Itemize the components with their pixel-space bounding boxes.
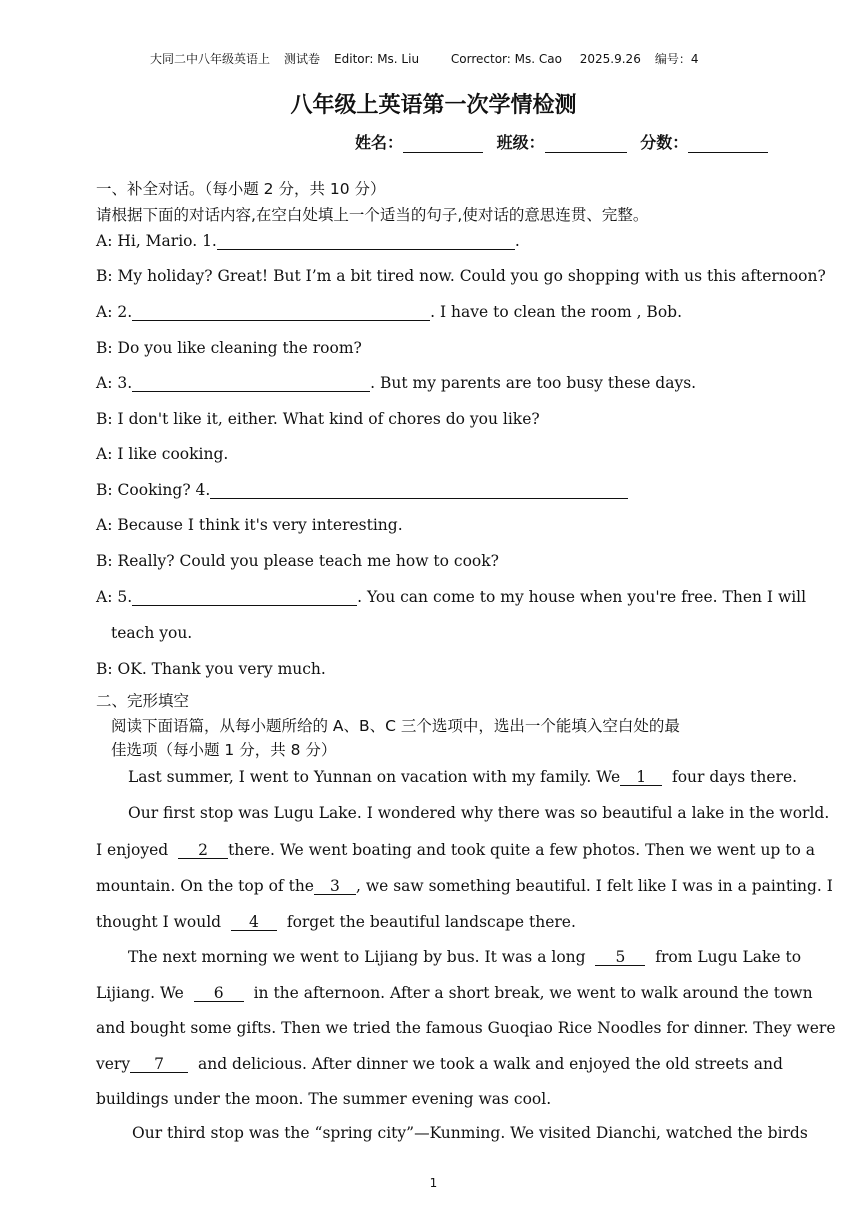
cloze-p2-line1: Our first stop was Lugu Lake. I wondered why there was so beautiful a lake in the world. xyxy=(128,804,830,822)
cloze-p3-line4: very 7 and delicious. After dinner we took a walk and enjoyed the old streets and xyxy=(96,1055,783,1073)
cloze-p2-line4: thought I would 4 forget the beautiful landscape there. xyxy=(96,913,576,931)
dialogue-line-6: B: I don't like it, either. What kind of chores do you like? xyxy=(96,410,540,428)
cloze-p1-line1: Last summer, I went to Yunnan on vacation with my family. We 1 four days there. xyxy=(128,768,798,786)
section2-instruction-1: 阅读下面语篇，从每小题所给的 A、B、C 三个选项中，选出一个能填入空白处的最 xyxy=(111,717,680,735)
score-blank[interactable] xyxy=(688,134,768,153)
dialogue-line-11: A: 5. . You can come to my house when you're free. Then I will xyxy=(96,588,807,606)
page-header xyxy=(150,50,750,67)
cloze-p3-line1: The next morning we went to Lijiang by bus. It was a long 5 from Lugu Lake to xyxy=(128,948,802,966)
cloze-blank-5[interactable]: 5 xyxy=(595,949,645,966)
score-label: 分数： xyxy=(640,133,689,152)
header-corrector: Corrector: Ms. Cao xyxy=(450,52,562,66)
answer-blank-5[interactable] xyxy=(132,589,357,606)
answer-blank-4[interactable] xyxy=(210,482,628,499)
dialogue-line-13: B: OK. Thank you very much. xyxy=(96,660,326,678)
dialogue-line-7: A: I like cooking. xyxy=(96,445,229,463)
cloze-p4-line1: Our third stop was the “spring city”—Kunming. We visited Dianchi, watched the birds xyxy=(132,1124,808,1142)
student-info-fields xyxy=(355,130,795,153)
header-date: 2025.9.26 xyxy=(579,52,641,66)
class-blank[interactable] xyxy=(545,134,627,153)
dialogue-line-2: B: My holiday? Great! But I’m a bit tired now. Could you go shopping with us this afternoon? xyxy=(96,267,826,285)
cloze-blank-4[interactable]: 4 xyxy=(231,914,277,931)
dialogue-line-1: A: Hi, Mario. 1. . xyxy=(96,232,520,250)
name-blank[interactable] xyxy=(403,134,483,153)
cloze-p2-line2: I enjoyed 2 there. We went boating and took quite a few photos. Then we went up to a xyxy=(96,841,816,859)
dialogue-line-10: B: Really? Could you please teach me how to cook? xyxy=(96,552,499,570)
section1-instruction: 请根据下面的对话内容,在空白处填上一个适当的句子,使对话的意思连贯、完整。 xyxy=(96,206,649,224)
dialogue-line-12: teach you. xyxy=(111,624,193,642)
dialogue-line-3: A: 2. . I have to clean the room , Bob. xyxy=(96,303,683,321)
name-label: 姓名： xyxy=(355,133,404,152)
section1-title: 一、补全对话。（每小题 2 分，共 10 分） xyxy=(96,180,386,198)
cloze-p3-line3: and bought some gifts. Then we tried the famous Guoqiao Rice Noodles for dinner. They were xyxy=(96,1019,836,1037)
dialogue-line-9: A: Because I think it's very interesting. xyxy=(96,516,403,534)
header-code: 编号：4 xyxy=(654,52,699,66)
section2-title: 二、完形填空 xyxy=(96,692,190,710)
header-editor: Editor: Ms. Liu xyxy=(334,52,420,66)
dialogue-line-5: A: 3. . But my parents are too busy these days. xyxy=(96,374,697,392)
header-paper: 测试卷 xyxy=(284,52,321,66)
cloze-p2-line3: mountain. On the top of the 3 , we saw something beautiful. I felt like I was in a painting. I xyxy=(96,877,833,895)
cloze-p3-line5: buildings under the moon. The summer evening was cool. xyxy=(96,1090,552,1108)
answer-blank-3[interactable] xyxy=(132,375,370,392)
cloze-blank-2[interactable]: 2 xyxy=(178,842,228,859)
page-title: 八年级上英语第一次学情检测 xyxy=(290,93,577,118)
answer-blank-1[interactable] xyxy=(217,233,515,250)
cloze-blank-7[interactable]: 7 xyxy=(130,1056,188,1073)
cloze-blank-1[interactable]: 1 xyxy=(620,769,662,786)
header-school: 大同二中八年级英语上 xyxy=(150,52,271,66)
section2-instruction-2: 佳选项（每小题 1 分，共 8 分） xyxy=(111,741,337,759)
dialogue-line-8: B: Cooking? 4. xyxy=(96,481,628,499)
class-label: 班级： xyxy=(496,133,545,152)
dialogue-line-4: B: Do you like cleaning the room? xyxy=(96,339,362,357)
page-number: 1 xyxy=(429,1176,438,1190)
cloze-blank-3[interactable]: 3 xyxy=(314,878,356,895)
cloze-p3-line2: Lijiang. We 6 in the afternoon. After a short break, we went to walk around the town xyxy=(96,984,813,1002)
answer-blank-2[interactable] xyxy=(132,304,430,321)
cloze-blank-6[interactable]: 6 xyxy=(194,985,244,1002)
